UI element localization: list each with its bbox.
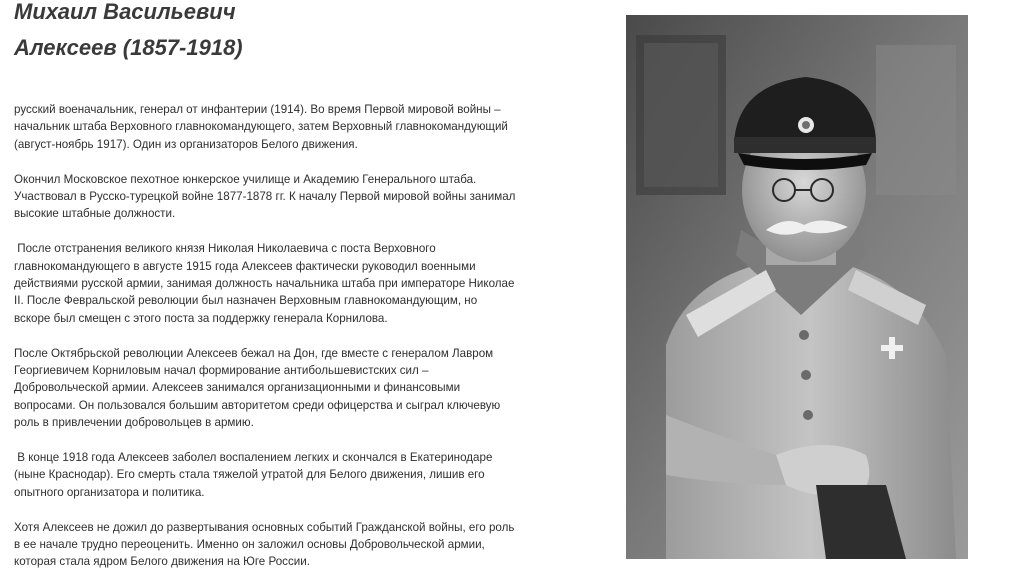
paragraph-education: Окончил Московское пехотное юнкерское училище и Академию Генерального штаба. Участвовал в Русско-турецкой войне 1877-1878 гг. К началу Первой мировой войны занимал высокие штабные должности. bbox=[14, 172, 516, 221]
portrait-photo bbox=[626, 15, 968, 559]
paragraph-command: После отстранения великого князя Николая Николаевича с поста Верховного главнокомандующего в августе 1915 года Алексеев фактически руководил военными действиями русской армии, занимая должность начальника штаба при императоре Николае II. После Февральской революции был назначен Верховным главнокомандующим, но вскоре был смещен с этого поста за поддержку генерала Корнилова. bbox=[14, 242, 515, 325]
portrait-image bbox=[626, 15, 968, 559]
paragraph-intro: русский военачальник, генерал от инфантерии (1914). Во время Первой мировой войны – начальник штаба Верховного главнокомандующего, затем Верховный главнокомандующий (август-ноябрь 1917). Один из организаторов Белого движения. bbox=[14, 103, 508, 151]
biography-text bbox=[14, 101, 574, 571]
title-line-name: Михаил Васильевич bbox=[14, 0, 236, 24]
paragraph-civil-war: После Октябрьской революции Алексеев бежал на Дон, где вместе с генералом Лавром Георгиевичем Корниловым начал формирование антибольшевистских сил – Добровольческой армии. Алексеев занимался организационными и финансовыми вопросами. Он пользовался большим авторитетом среди офицерства и сыграл ключевую роль в привлечении добровольцев в армию. bbox=[14, 346, 501, 430]
paragraph-death: В конце 1918 года Алексеев заболел воспалением легких и скончался в Екатеринодаре (ныне Краснодар). Его смерть стала тяжелой утратой для Белого движения, лишив его опытного организатора и политика. bbox=[14, 451, 493, 499]
paragraph-legacy: Хотя Алексеев не дожил до развертывания основных событий Гражданской войны, его роль в ее начале трудно переоценить. Именно он заложил основы Добровольческой армии, которая стала ядром Белого движения на Юге России. bbox=[14, 520, 515, 569]
title-line-years: Алексеев (1857-1918) bbox=[14, 35, 243, 60]
page-title bbox=[14, 0, 614, 66]
